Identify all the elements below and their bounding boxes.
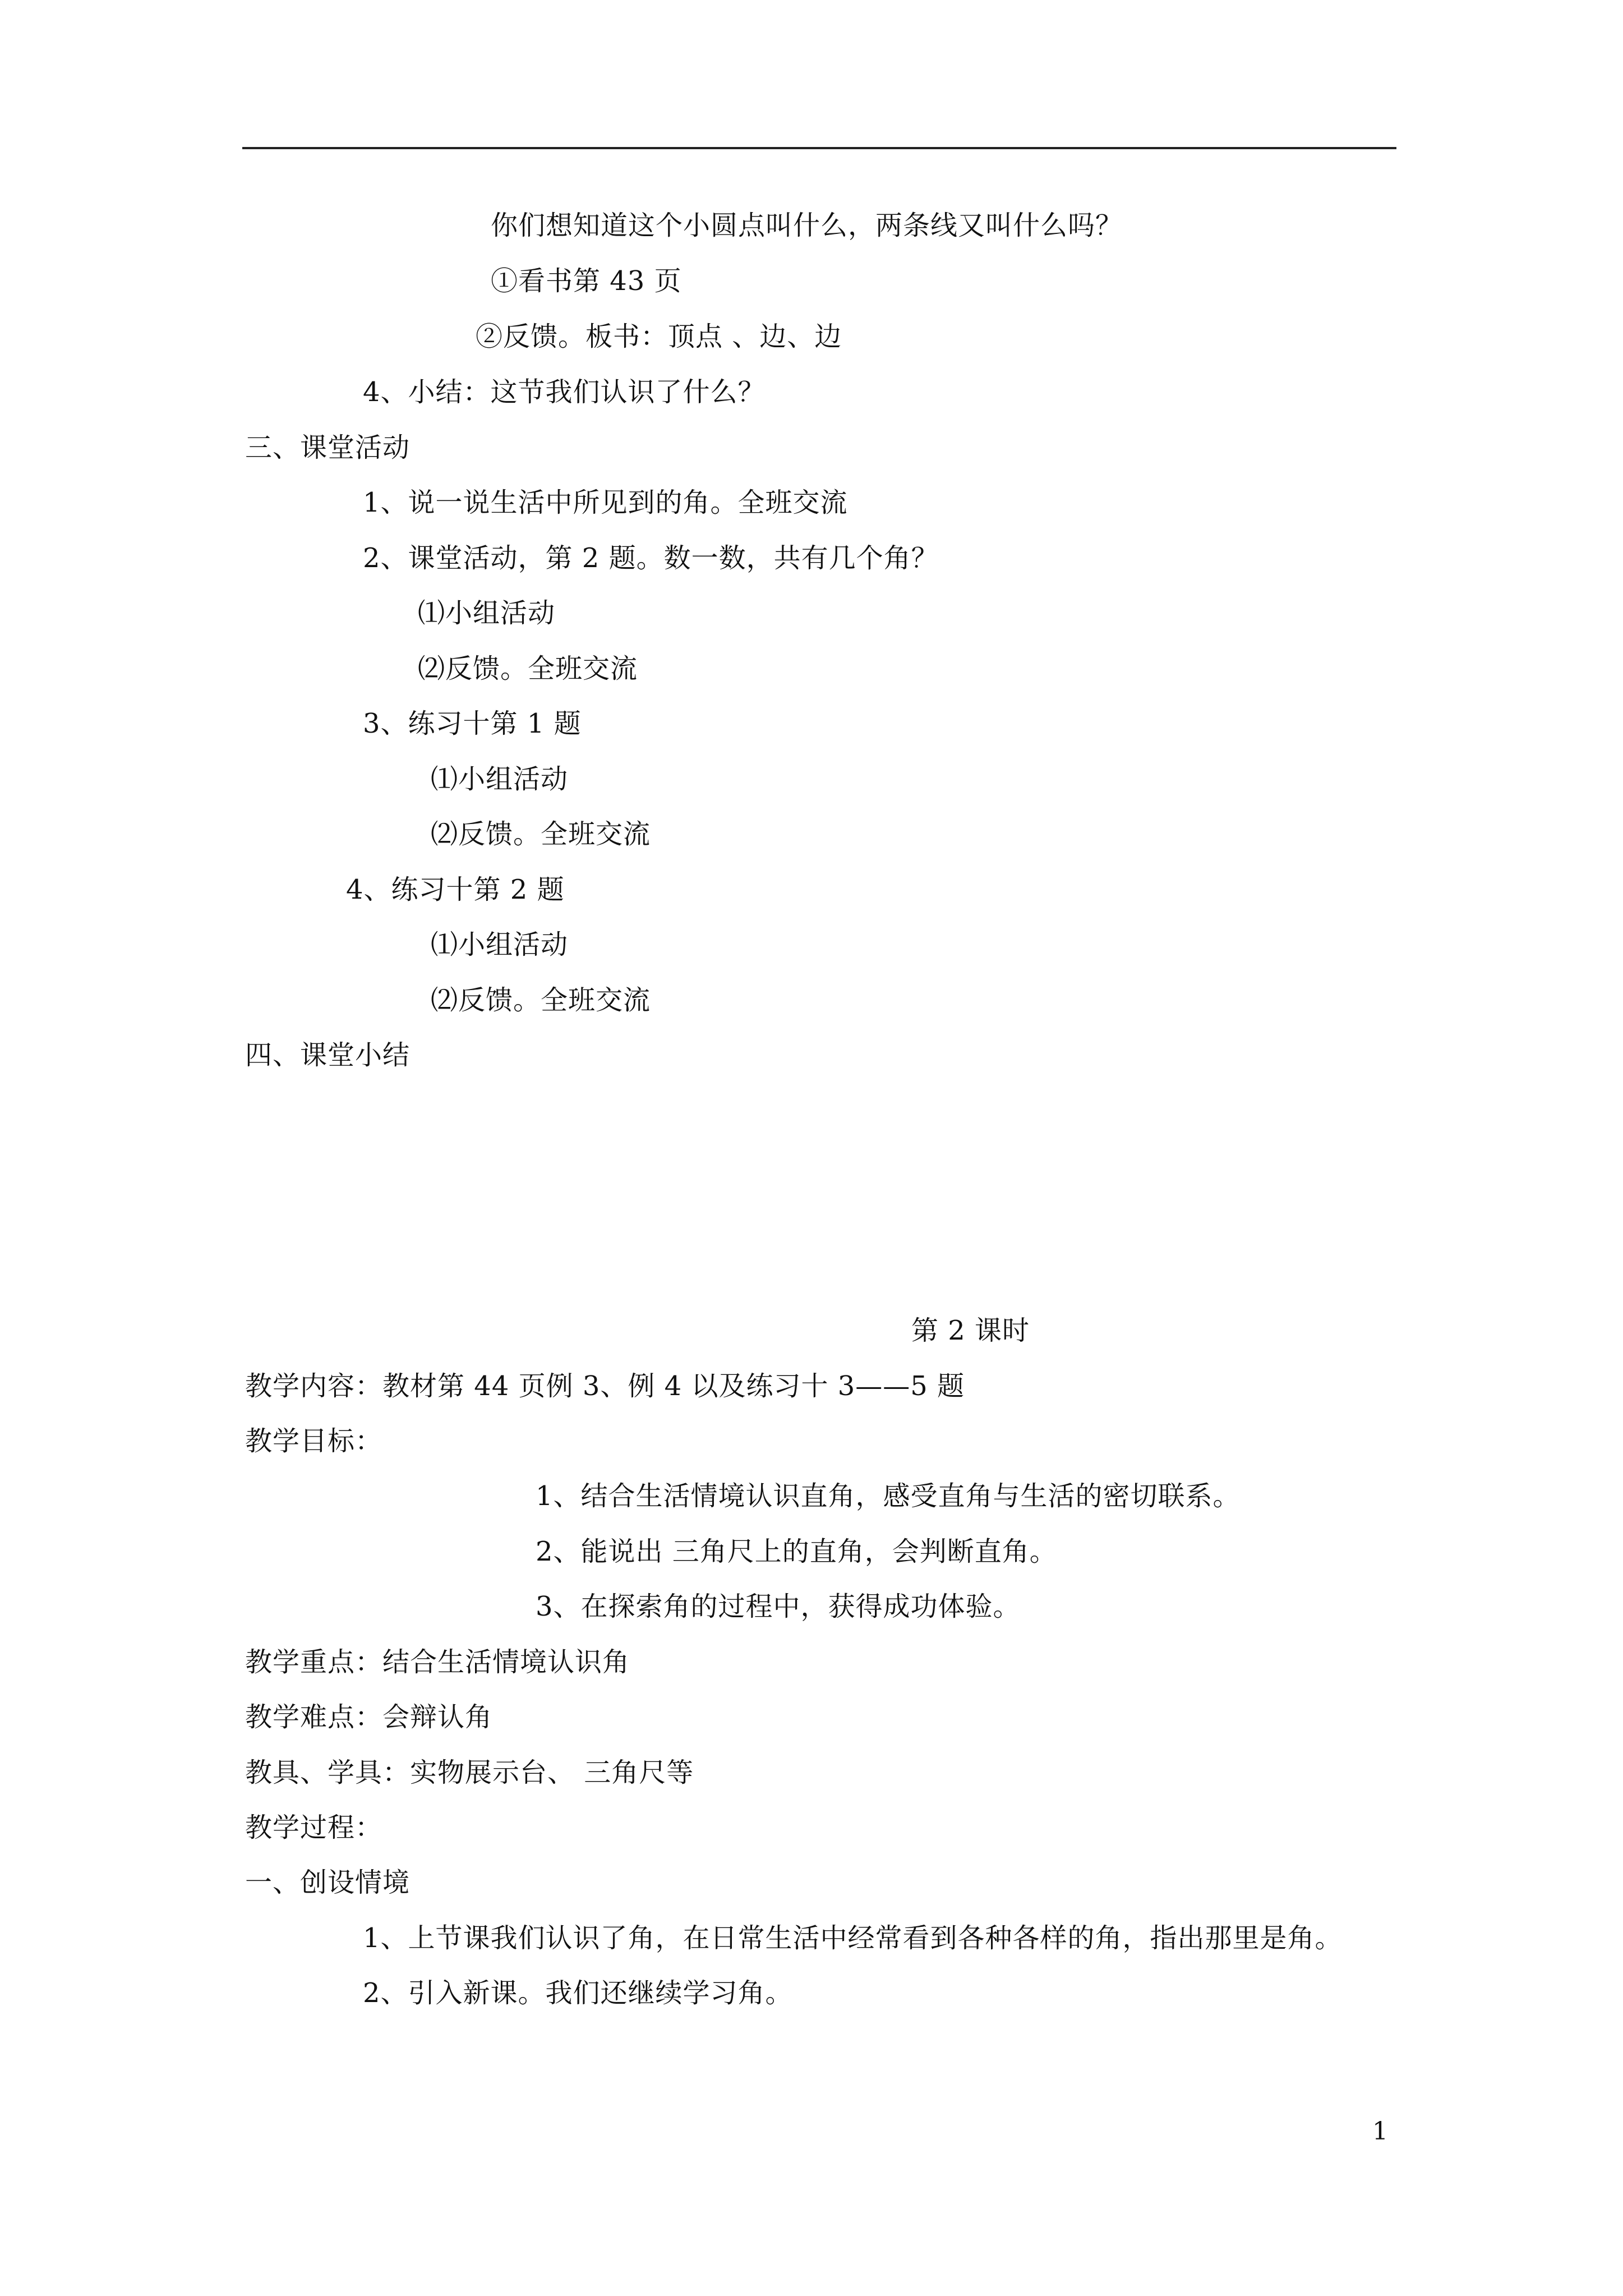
text-line-key-point: 教学重点：结合生活情境认识角 — [245, 1646, 630, 1678]
text-line-group-activity: ⑴小组活动 — [418, 597, 556, 629]
text-line-teaching-aids: 教具、学具：实物展示台、 三角尺等 — [245, 1757, 694, 1788]
section-heading-create-situation: 一、创设情境 — [245, 1867, 411, 1898]
text-line-goal-3: 3、在探索角的过程中，获得成功体验。 — [536, 1591, 1021, 1622]
text-line-feedback: ⑵反馈。全班交流 — [418, 653, 638, 684]
text-line-exercise-1: 3、练习十第 1 题 — [363, 708, 582, 739]
text-line-read-book: ①看书第 43 页 — [491, 265, 682, 297]
text-line-feedback: ⑵反馈。全班交流 — [431, 984, 651, 1016]
section-heading-class-activity: 三、课堂活动 — [245, 432, 411, 463]
header-rule — [242, 147, 1396, 149]
text-line-goal-2: 2、能说出 三角尺上的直角，会判断直角。 — [536, 1536, 1057, 1567]
text-line-goal-1: 1、结合生活情境认识直角，感受直角与生活的密切联系。 — [536, 1480, 1241, 1512]
text-line-activity-2: 2、课堂活动，第 2 题。数一数，共有几个角？ — [363, 542, 939, 574]
text-line-teaching-process: 教学过程： — [245, 1812, 383, 1843]
page-number: 1 — [1372, 2117, 1388, 2146]
text-line-feedback-board: ②反馈。板书：顶点 、边、边 — [476, 321, 842, 352]
text-line-group-activity: ⑴小组活动 — [431, 763, 569, 795]
text-line-feedback: ⑵反馈。全班交流 — [431, 818, 651, 850]
text-line-teaching-goals: 教学目标： — [245, 1425, 383, 1457]
text-line-situation-1: 1、上节课我们认识了角，在日常生活中经常看到各种各样的角，指出那里是角。 — [363, 1922, 1343, 1954]
text-line-summary: 4、小结：这节我们认识了什么？ — [363, 376, 766, 408]
text-line-situation-2: 2、引入新课。我们还继续学习角。 — [363, 1977, 793, 2009]
text-line-activity-1: 1、说一说生活中所见到的角。全班交流 — [363, 487, 848, 518]
text-line-teaching-content: 教学内容：教材第 44 页例 3、例 4 以及练习十 3——5 题 — [245, 1370, 965, 1402]
text-line-group-activity: ⑴小组活动 — [431, 929, 569, 960]
section-heading-class-summary: 四、课堂小结 — [245, 1039, 411, 1071]
text-line-difficulty: 教学难点：会辩认角 — [245, 1701, 493, 1733]
text-line-exercise-2: 4、练习十第 2 题 — [346, 874, 565, 905]
text-line-question: 你们想知道这个小圆点叫什么，两条线又叫什么吗？ — [491, 210, 1123, 241]
lesson-title: 第 2 课时 — [911, 1315, 1030, 1346]
